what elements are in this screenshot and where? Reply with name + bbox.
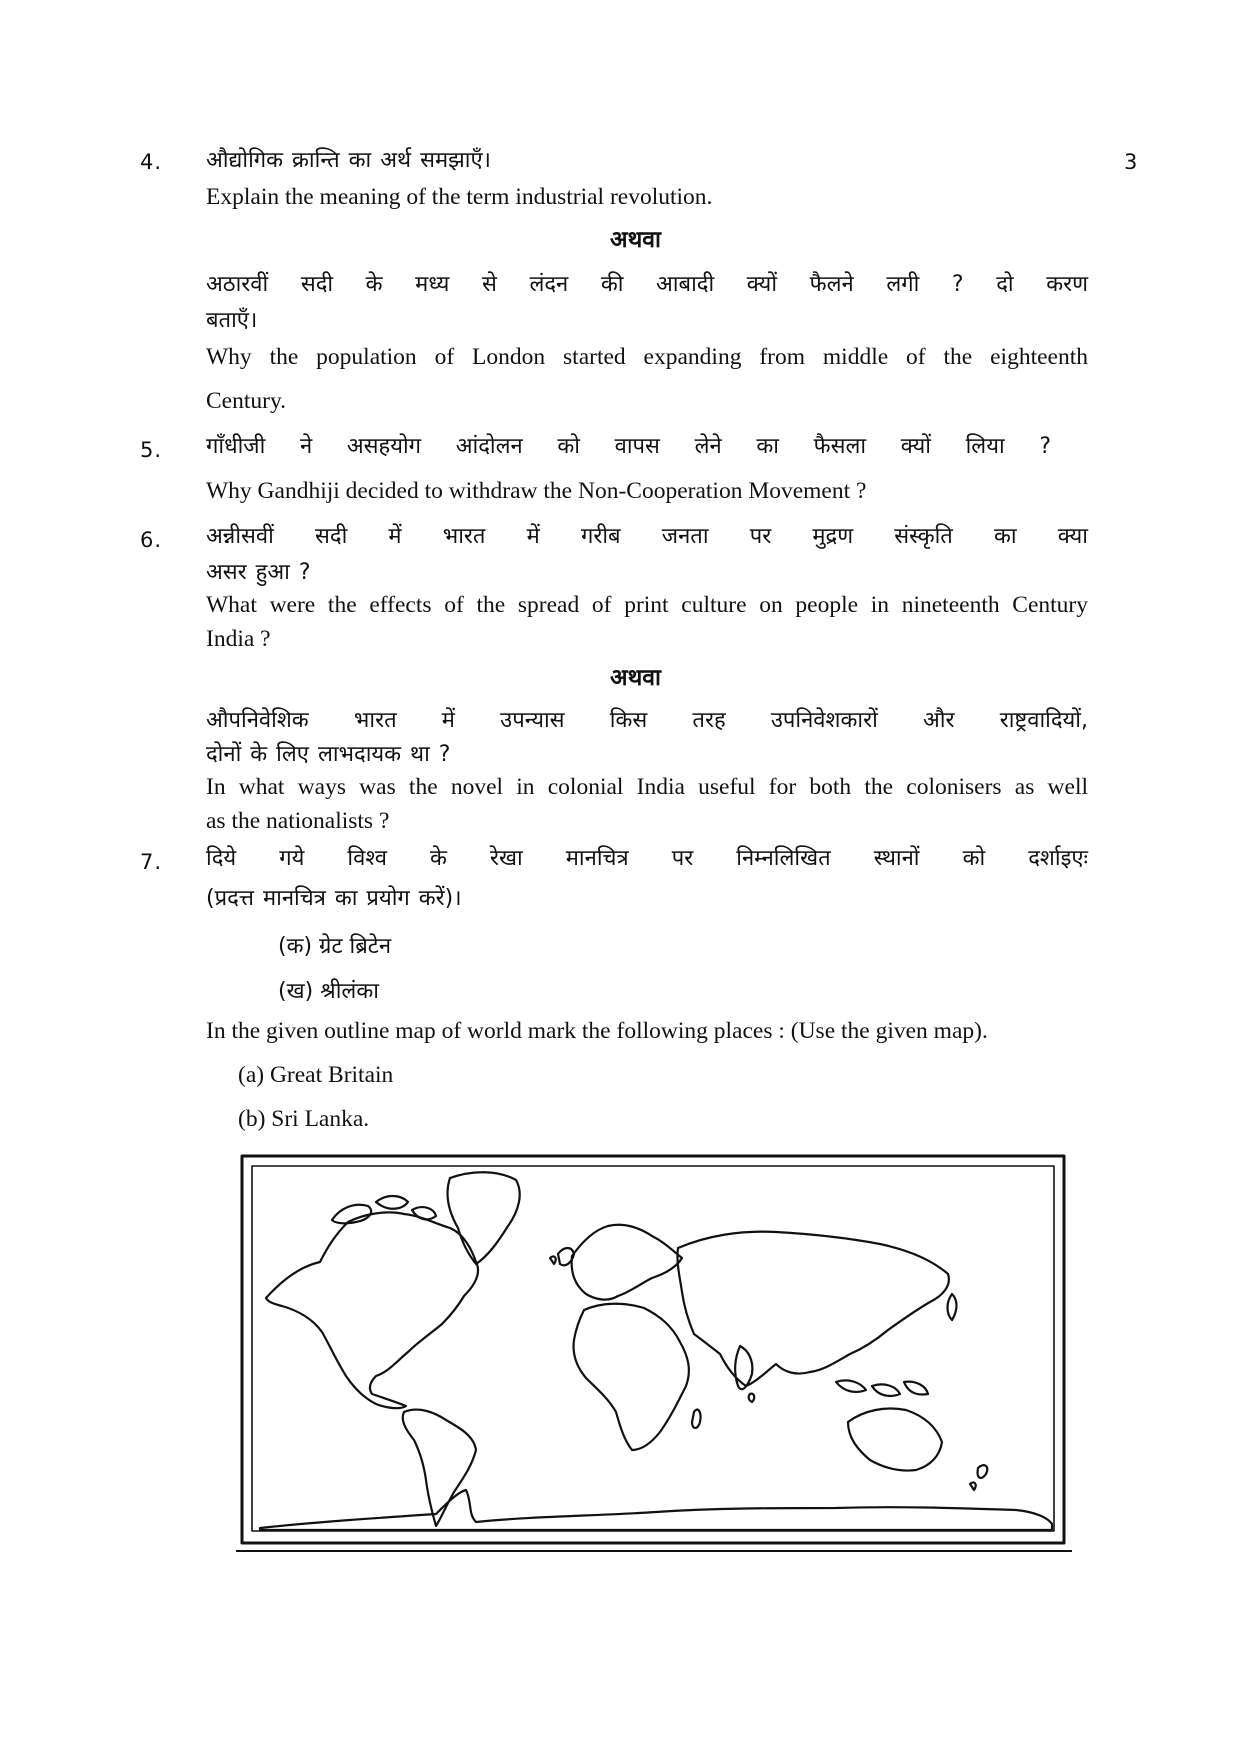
or-divider-1: अथवा: [610, 227, 662, 253]
question-4-english: Explain the meaning of the term industrial revolution.: [206, 184, 713, 210]
question-7-hindi-line1: दिये गये विश्व के रेखा मानचित्र पर निम्नलिखित स्थानों को दर्शाइएः: [206, 846, 1088, 871]
question-4-number: 4.: [140, 150, 163, 174]
south-america-outline: [403, 1410, 476, 1526]
question-4-alt-hindi-line2: बताएँ।: [206, 308, 258, 333]
question-6-alt-hindi-line2: दोनों के लिए लाभदायक था ?: [206, 742, 451, 767]
north-america-outline: [266, 1212, 478, 1408]
europe-outline: [572, 1225, 682, 1300]
question-6-english-line1: What were the effects of the spread of print culture on people in nineteenth Century: [206, 592, 1088, 618]
marks-label: 3: [1124, 150, 1138, 174]
question-7-english-item-a: (a) Great Britain: [238, 1062, 394, 1088]
southeast-asia-islands-outline: [836, 1380, 928, 1396]
question-6-alt-hindi-line1: औपनिवेशिक भारत में उपन्यास किस तरह उपनिवेशकारों और राष्ट्रवादियों,: [206, 708, 1088, 733]
question-7-hindi-item-b: (ख) श्रीलंका: [278, 979, 379, 1004]
question-7-hindi-line2: (प्रदत्त मानचित्र का प्रयोग करें)।: [206, 886, 462, 911]
world-outline-map: [236, 1150, 1072, 1555]
australia-outline: [848, 1409, 942, 1471]
question-6-english-line2: India ?: [206, 626, 271, 652]
africa-outline: [574, 1304, 689, 1450]
question-6-hindi-line2: असर हुआ ?: [206, 560, 311, 585]
asia-outline: [677, 1232, 948, 1386]
question-6-number: 6.: [140, 528, 163, 552]
antarctica-outline: [260, 1490, 1052, 1530]
new-zealand-outline: [970, 1465, 987, 1490]
question-6-alt-english-line1: In what ways was the novel in colonial India useful for both the colonisers as well: [206, 774, 1088, 800]
indian-peninsula-outline: [735, 1346, 752, 1389]
question-6-alt-english-line2: as the nationalists ?: [206, 808, 390, 834]
question-7-number: 7.: [140, 850, 163, 874]
question-4-hindi: औद्योगिक क्रान्ति का अर्थ समझाएँ।: [206, 148, 491, 173]
map-outer-frame: [242, 1156, 1064, 1543]
question-7-english-item-b: (b) Sri Lanka.: [238, 1106, 370, 1132]
question-7-hindi-item-a: (क) ग्रेट ब्रिटेन: [278, 934, 392, 959]
question-5-number: 5.: [140, 438, 163, 462]
question-5-hindi: गाँधीजी ने असहयोग आंदोलन को वापस लेने का फैसला क्यों लिया ?: [206, 434, 1051, 459]
question-4-alt-english-line1: Why the population of London started expanding from middle of the eighteenth: [206, 344, 1088, 370]
japan-outline: [948, 1294, 957, 1320]
question-5-english: Why Gandhiji decided to withdraw the Non-Cooperation Movement ?: [206, 478, 867, 504]
arctic-islands-outline: [332, 1196, 436, 1223]
map-inner-frame: [252, 1166, 1054, 1531]
question-6-hindi-line1: अन्नीसवीं सदी में भारत में गरीब जनता पर मुद्रण संस्कृति का क्या: [206, 524, 1088, 549]
question-4-alt-english-line2: Century.: [206, 388, 287, 414]
question-4-alt-hindi-line1: अठारवीं सदी के मध्य से लंदन की आबादी क्यों फैलने लगी ? दो करण: [206, 272, 1088, 297]
or-divider-2: अथवा: [610, 665, 662, 691]
sri-lanka-outline: [749, 1394, 754, 1402]
british-isles-outline: [550, 1248, 574, 1265]
greenland-outline: [448, 1172, 520, 1264]
madagascar-outline: [692, 1410, 701, 1428]
question-7-english: In the given outline map of world mark the following places : (Use the given map).: [206, 1018, 988, 1044]
